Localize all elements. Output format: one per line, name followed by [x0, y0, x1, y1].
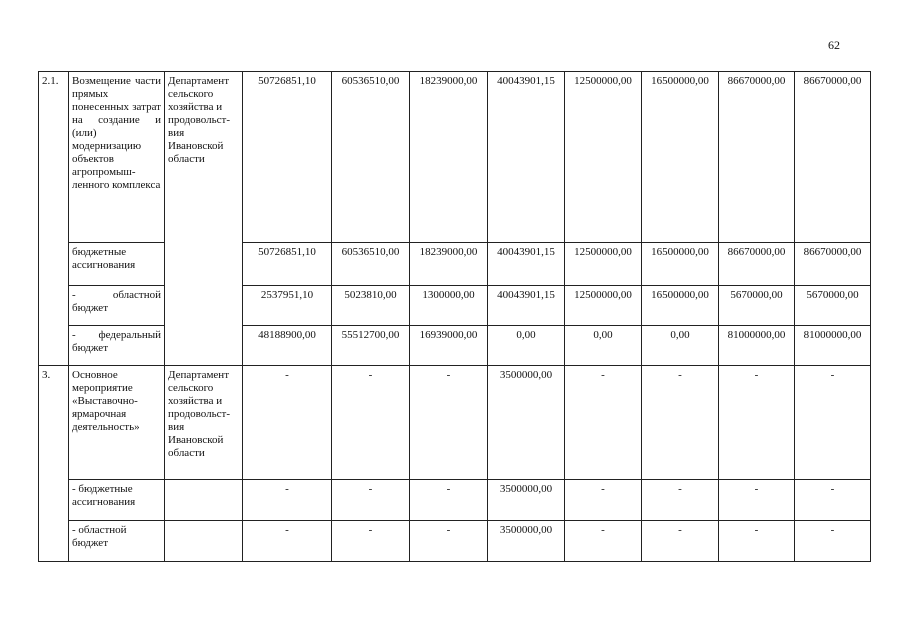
value-cell: 0,00: [565, 326, 642, 366]
value-cell: 3500000,00: [488, 366, 565, 480]
value-cell: -: [565, 366, 642, 480]
value-cell: 86670000,00: [795, 243, 871, 286]
value-cell: 81000000,00: [719, 326, 795, 366]
value-cell: -: [332, 366, 410, 480]
activity-name: Возмещение части прямых понесенных затрат на создание и (или) модернизацию объектов агропромыш-ленного комплекса: [69, 72, 165, 243]
value-cell: 5023810,00: [332, 286, 410, 326]
value-cell: -: [719, 521, 795, 562]
value-cell: 16500000,00: [642, 243, 719, 286]
table-row: [39, 243, 871, 286]
value-cell: -: [719, 480, 795, 521]
value-cell: 48188900,00: [243, 326, 332, 366]
value-cell: 40043901,15: [488, 243, 565, 286]
value-cell: 12500000,00: [565, 243, 642, 286]
value-cell: -: [642, 366, 719, 480]
value-cell: -: [795, 366, 871, 480]
value-cell: 60536510,00: [332, 243, 410, 286]
table-row: [39, 521, 871, 562]
row-number: 2.1.: [39, 72, 69, 366]
value-cell: -: [410, 366, 488, 480]
budget-table: [38, 71, 871, 562]
value-cell: 18239000,00: [410, 72, 488, 243]
page-number: 62: [828, 38, 840, 52]
executor: Департамент сельского хозяйства и продовольст-вия Ивановской области: [165, 366, 243, 480]
value-cell: 5670000,00: [795, 286, 871, 326]
executor: Департамент сельского хозяйства и продовольст-вия Ивановской области: [165, 72, 243, 366]
value-cell: 1300000,00: [410, 286, 488, 326]
value-cell: 3500000,00: [488, 521, 565, 562]
value-cell: -: [565, 521, 642, 562]
value-cell: -: [795, 480, 871, 521]
value-cell: 12500000,00: [565, 72, 642, 243]
value-cell: -: [565, 480, 642, 521]
value-cell: 16939000,00: [410, 326, 488, 366]
table-row: [39, 286, 871, 326]
empty-cell: [165, 521, 243, 562]
value-cell: 0,00: [488, 326, 565, 366]
value-cell: -: [410, 521, 488, 562]
value-cell: 18239000,00: [410, 243, 488, 286]
value-cell: 40043901,15: [488, 286, 565, 326]
value-cell: 5670000,00: [719, 286, 795, 326]
value-cell: 2537951,10: [243, 286, 332, 326]
activity-name: - областной бюджет: [69, 521, 165, 562]
table-row: [39, 366, 871, 480]
activity-name: - федеральный бюджет: [69, 326, 165, 366]
value-cell: 60536510,00: [332, 72, 410, 243]
value-cell: 50726851,10: [243, 72, 332, 243]
value-cell: -: [332, 480, 410, 521]
value-cell: -: [243, 366, 332, 480]
table-row: [39, 72, 871, 243]
value-cell: 86670000,00: [719, 243, 795, 286]
value-cell: 12500000,00: [565, 286, 642, 326]
value-cell: 86670000,00: [795, 72, 871, 243]
value-cell: 16500000,00: [642, 286, 719, 326]
activity-name: Основное мероприятие «Выставочно-ярмарочная деятельность»: [69, 366, 165, 480]
activity-name: - бюджетные ассигнования: [69, 480, 165, 521]
value-cell: -: [243, 480, 332, 521]
activity-name: бюджетные ассигнования: [69, 243, 165, 286]
value-cell: -: [332, 521, 410, 562]
value-cell: -: [243, 521, 332, 562]
value-cell: 16500000,00: [642, 72, 719, 243]
row-number: 3.: [39, 366, 69, 562]
table-row: [39, 326, 871, 366]
empty-cell: [165, 480, 243, 521]
value-cell: 0,00: [642, 326, 719, 366]
activity-name: - областной бюджет: [69, 286, 165, 326]
value-cell: 81000000,00: [795, 326, 871, 366]
value-cell: -: [642, 521, 719, 562]
value-cell: -: [642, 480, 719, 521]
value-cell: 50726851,10: [243, 243, 332, 286]
value-cell: -: [410, 480, 488, 521]
value-cell: 86670000,00: [719, 72, 795, 243]
value-cell: 3500000,00: [488, 480, 565, 521]
table-row: [39, 480, 871, 521]
value-cell: -: [795, 521, 871, 562]
value-cell: 40043901,15: [488, 72, 565, 243]
value-cell: -: [719, 366, 795, 480]
value-cell: 55512700,00: [332, 326, 410, 366]
